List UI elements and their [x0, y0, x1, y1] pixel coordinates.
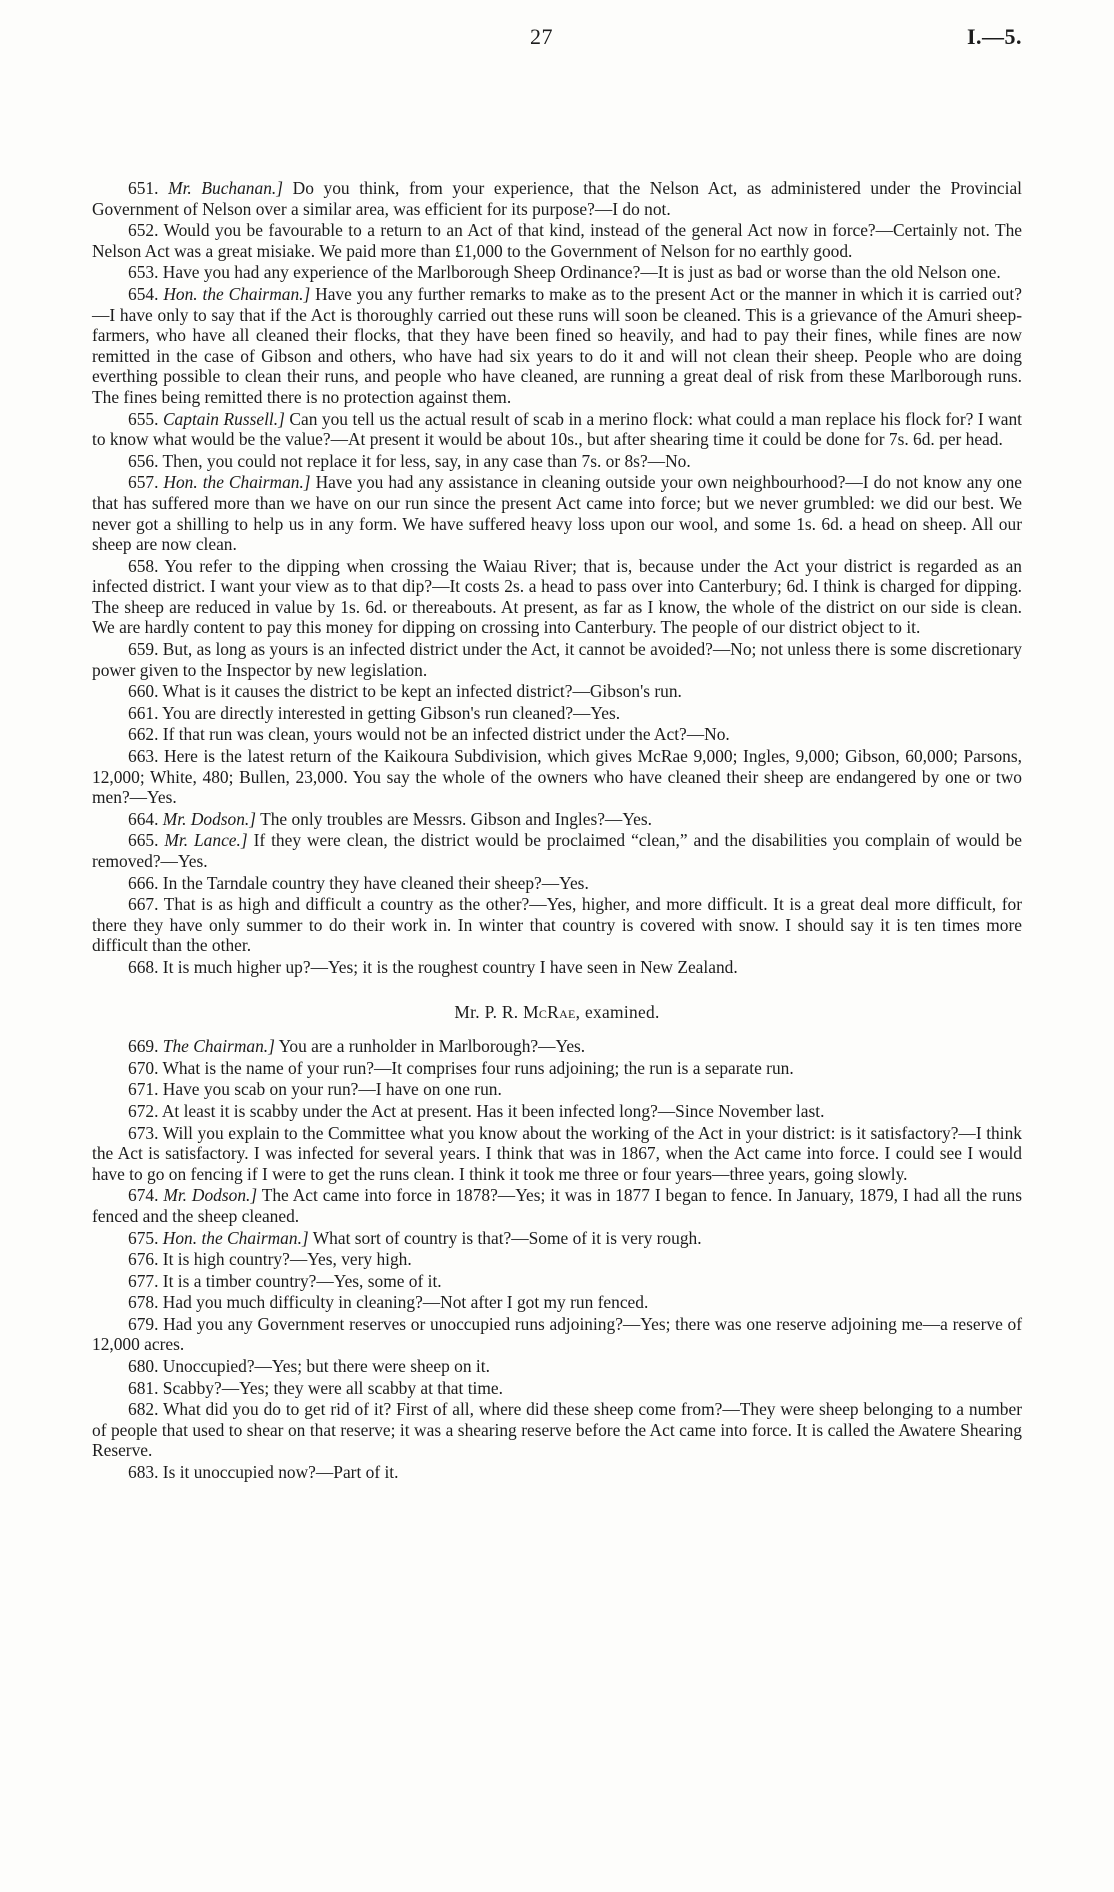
question-paragraph — [92, 178, 1022, 219]
question-paragraph — [92, 1101, 1022, 1122]
question-number: 651. — [128, 178, 159, 198]
question-answer-text: It is much higher up?—Yes; it is the roughest country I have seen in New Zealand. — [162, 956, 738, 977]
speaker-name: Mr. Lance.] — [164, 830, 248, 851]
question-number: 662. — [128, 724, 159, 745]
question-answer-text: Unoccupied?—Yes; but there were sheep on it. — [162, 1356, 490, 1377]
question-answer-text: It is high country?—Yes, very high. — [162, 1249, 412, 1270]
question-answer-text: Here is the latest return of the Kaikoura Subdivision, which gives McRae 9,000; Ingles, 9,000; Gibson, 60,000; Parsons, 12,000; White, 480; Bullen, 23,000. You say the whole of the owners who have cleaned their sheep are endangered by one or two men?—Yes. — [92, 746, 1022, 808]
question-answer-text: Then, you could not replace it for less, say, in any case than 7s. or 8s?—No. — [162, 450, 691, 471]
page-header — [0, 22, 1114, 56]
question-paragraph — [92, 639, 1022, 680]
question-number: 652. — [128, 220, 159, 241]
question-number: 681. — [128, 1377, 159, 1398]
question-answer-text: Can you tell us the actual result of scab in a merino flock: what could a man replace his flock for? I want to know what would be the value?—At present it would be about 10s., but after shearing time it could be done for 7s. 6d. per head. — [92, 408, 1022, 450]
question-paragraph — [92, 1249, 1022, 1270]
evidence-block-2 — [92, 1036, 1022, 1482]
question-paragraph — [92, 1079, 1022, 1100]
speaker-name: The Chairman.] — [162, 1036, 275, 1057]
question-number: 671. — [128, 1079, 159, 1100]
question-paragraph — [92, 830, 1022, 871]
question-paragraph — [92, 681, 1022, 702]
question-answer-text: The only troubles are Messrs. Gibson and Ingles?—Yes. — [260, 808, 652, 829]
question-number: 679. — [128, 1313, 159, 1334]
question-paragraph — [92, 894, 1022, 956]
question-answer-text: What sort of country is that?—Some of it is very rough. — [312, 1227, 702, 1248]
question-number: 668. — [128, 956, 159, 977]
question-answer-text: If that run was clean, yours would not be an infected district under the Act?—No. — [162, 724, 730, 745]
question-answer-text: Scabby?—Yes; they were all scabby at that time. — [162, 1377, 503, 1398]
question-paragraph — [92, 724, 1022, 745]
question-paragraph — [92, 703, 1022, 724]
question-answer-text: Have you had any assistance in cleaning outside your own neighbourhood?—I do not know any one that has suffered more than we have on our run since the present Act came into force; but we never grumbled: we did our best. We never got a shilling to help us in any form. We have suffered heavy loss upon our wool, and some 1s. 6d. a head on sheep. All our sheep are now clean. — [92, 472, 1022, 555]
witness-heading — [92, 1002, 1022, 1023]
question-number: 658. — [128, 555, 159, 576]
question-answer-text: What is it causes the district to be kept an infected district?—Gibson's run. — [162, 681, 682, 702]
question-answer-text: You are a runholder in Marlborough?—Yes. — [278, 1036, 586, 1057]
question-answer-text: Have you scab on your run?—I have on one run. — [162, 1079, 502, 1100]
question-paragraph — [92, 746, 1022, 808]
question-paragraph — [92, 1314, 1022, 1355]
question-answer-text: What is the name of your run?—It comprises four runs adjoining; the run is a separate run. — [162, 1057, 794, 1078]
evidence-text — [92, 178, 1022, 1483]
page-number: 27 — [530, 24, 553, 49]
question-number: 661. — [128, 702, 159, 723]
question-answer-text: At least it is scabby under the Act at present. Has it been infected long?—Since November last. — [161, 1100, 825, 1121]
question-paragraph — [92, 472, 1022, 554]
witness-prefix: Mr. P. R. — [454, 1001, 519, 1022]
question-number: 664. — [128, 808, 159, 829]
question-answer-text: Would you be favourable to a return to an Act of that kind, instead of the general Act now in force?—Certainly not. The Nelson Act was a great misiake. We paid more than £1,000 to the Government of Nelson for no earthly good. — [92, 220, 1022, 261]
question-paragraph — [92, 409, 1022, 450]
question-paragraph — [92, 451, 1022, 472]
question-answer-text: You refer to the dipping when crossing the Waiau River; that is, because under the Act your district is regarded as an infected district. I want your view as to that dip?—It costs 2s. a head to pass over into Canterbury; 6d. I think is charged for dipping. The sheep are reduced in value by 1s. 6d. or thereabouts. At present, as far as I know, the whole of the district on our side is clean. We are hardly content to pay this money for dipping on crossing into Canterbury. The people of our district object to it. — [92, 555, 1022, 638]
question-answer-text: Have you had any experience of the Marlborough Sheep Ordinance?—It is just as bad or worse than the old Nelson one. — [162, 262, 1001, 283]
question-number: 667. — [128, 894, 159, 915]
question-paragraph — [92, 1399, 1022, 1461]
question-paragraph — [92, 1058, 1022, 1079]
document-reference: I.—5. — [966, 24, 1022, 49]
question-number: 677. — [128, 1270, 159, 1291]
question-answer-text: But, as long as yours is an infected district under the Act, it cannot be avoided?—No; not unless there is some discretionary power given to the Inspector by new legislation. — [92, 639, 1022, 680]
question-paragraph — [92, 1036, 1022, 1057]
question-number: 657. — [128, 472, 159, 493]
question-number: 674. — [128, 1185, 159, 1206]
question-paragraph — [92, 1123, 1022, 1185]
question-number: 670. — [128, 1057, 159, 1078]
question-answer-text: It is a timber country?—Yes, some of it. — [162, 1270, 442, 1291]
question-answer-text: Had you any Government reserves or unoccupied runs adjoining?—Yes; there was one reserve adjoining me—a reserve of 12,000 acres. — [92, 1313, 1022, 1355]
question-paragraph — [92, 556, 1022, 638]
question-answer-text: You are directly interested in getting Gibson's run cleaned?—Yes. — [162, 702, 621, 723]
question-number: 676. — [128, 1249, 159, 1270]
speaker-name: Captain Russell.] — [162, 408, 285, 429]
question-answer-text: Will you explain to the Committee what you know about the working of the Act in your district: is it satisfactory?—I think the Act is satisfactory. I was infected for several years. I think that was in 1867, when the Act came into force. I could see I would have to go on fencing if I were to get the runs clean. I think it took me three or four years—three years, going slowly. — [92, 1122, 1022, 1184]
question-number: 663. — [128, 746, 159, 767]
question-number: 669. — [128, 1036, 159, 1057]
question-paragraph — [92, 1228, 1022, 1249]
question-answer-text: Is it unoccupied now?—Part of it. — [162, 1462, 399, 1483]
speaker-name: Hon. the Chairman.] — [163, 472, 311, 493]
question-number: 682. — [128, 1399, 159, 1420]
speaker-name: Mr. Dodson.] — [162, 808, 257, 829]
question-number: 659. — [128, 639, 159, 660]
question-paragraph — [92, 1378, 1022, 1399]
speaker-name: Mr. Buchanan.] — [168, 178, 284, 198]
question-number: 675. — [128, 1227, 159, 1248]
question-answer-text: Do you think, from your experience, that the Nelson Act, as administered under the Provincial Government of Nelson over a similar area, was efficient for its purpose?—I do not. — [92, 178, 1022, 219]
question-paragraph — [92, 957, 1022, 978]
question-paragraph — [92, 284, 1022, 408]
question-answer-text: The Act came into force in 1878?—Yes; it was in 1877 I began to fence. In January, 1879, I had all the runs fenced and the sheep cleaned. — [92, 1185, 1022, 1226]
question-number: 660. — [128, 681, 159, 702]
question-number: 683. — [128, 1462, 159, 1483]
question-answer-text: That is as high and difficult a country as the other?—Yes, higher, and more difficult. It is a great deal more difficult, for there they have only summer to do their work in. In winter that country is covered with snow. I should say it is ten times more difficult than the other. — [92, 894, 1022, 956]
speaker-name: Hon. the Chairman.] — [163, 283, 311, 304]
speaker-name: Hon. the Chairman.] — [162, 1227, 309, 1248]
question-answer-text: If they were clean, the district would be proclaimed “clean,” and the disabilities you complain of would be removed?—Yes. — [92, 830, 1022, 871]
question-paragraph — [92, 1185, 1022, 1226]
question-paragraph — [92, 1462, 1022, 1483]
question-number: 665. — [128, 830, 159, 851]
question-answer-text: Had you much difficulty in cleaning?—Not after I got my run fenced. — [162, 1292, 649, 1313]
question-number: 678. — [128, 1292, 159, 1313]
question-paragraph — [92, 873, 1022, 894]
question-answer-text: What did you do to get rid of it? First of all, where did these sheep come from?—They were sheep belonging to a number of people that used to shear on that reserve; it was a shearing reserve before the Act came into force. It is called the Awatere Shearing Reserve. — [92, 1399, 1022, 1461]
question-paragraph — [92, 1292, 1022, 1313]
speaker-name: Mr. Dodson.] — [163, 1185, 258, 1206]
question-number: 666. — [128, 872, 159, 893]
evidence-block-1 — [92, 178, 1022, 978]
question-answer-text: Have you any further remarks to make as to the present Act or the manner in which it is carried out?—I have only to say that if the Act is thoroughly carried out these runs will soon be cleaned. This is a grievance of the Amuri sheep-farmers, who have all cleaned their flocks, that they have been fined so heavily, and had to pay their fines, while fines are now remitted in the case of Gibson and others, who have had six years to do it and will not clean their sheep. People who are doing everthing possible to clean their runs, and people who have cleaned, are running a great deal of risk from these Marlborough runs. The fines being remitted there is no protection against them. — [92, 283, 1022, 407]
question-paragraph — [92, 262, 1022, 283]
question-number: 672. — [128, 1100, 159, 1121]
question-paragraph — [92, 220, 1022, 261]
question-paragraph — [92, 1356, 1022, 1377]
question-number: 656. — [128, 450, 159, 471]
question-answer-text: In the Tarndale country they have cleaned their sheep?—Yes. — [162, 872, 589, 893]
question-number: 653. — [128, 262, 159, 283]
witness-name: McRae — [523, 1001, 576, 1022]
question-number: 680. — [128, 1356, 159, 1377]
question-paragraph — [92, 809, 1022, 830]
question-number: 654. — [128, 283, 159, 304]
question-paragraph — [92, 1271, 1022, 1292]
question-number: 673. — [128, 1122, 159, 1143]
witness-suffix: , examined. — [575, 1001, 660, 1022]
question-number: 655. — [128, 408, 159, 429]
